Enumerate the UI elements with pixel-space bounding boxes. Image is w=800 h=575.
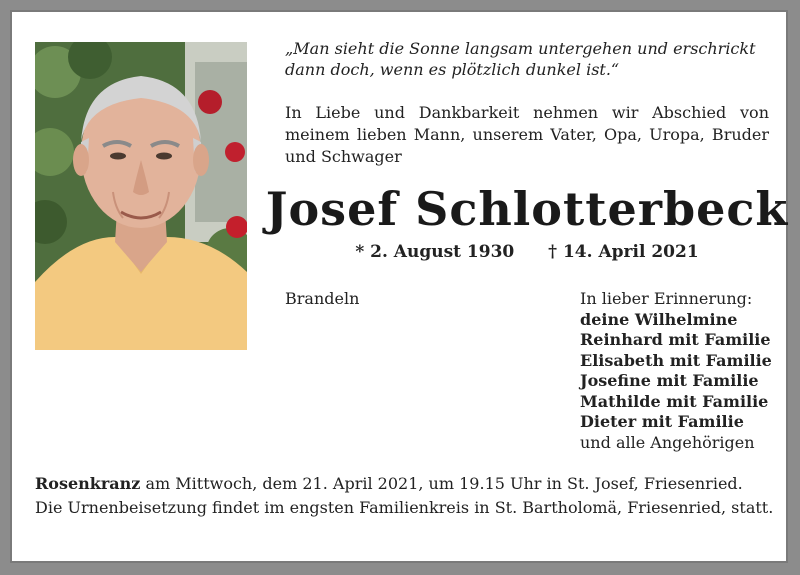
mourner-name: Elisabeth mit Familie: [580, 350, 772, 370]
death-date: † 14. April 2021: [548, 242, 699, 262]
mourner-name: Mathilde mit Familie: [580, 391, 769, 411]
obituary-notice: [10, 10, 788, 563]
rosary-info: [35, 472, 775, 496]
deceased-name: Josef Schlotterbeck: [265, 182, 789, 236]
service-details: [35, 472, 775, 520]
quote-line-1: „Man sieht die Sonne langsam untergehen und erschrickt: [285, 39, 756, 58]
mourners-closing: und alle Angehörigen: [580, 432, 755, 452]
residence-place: Brandeln: [285, 289, 360, 308]
farewell-text: In Liebe und Dankbarkeit nehmen wir Abschied von meinem lieben Mann, unserem Vater, Opa, Uropa, Bruder und Schwager: [285, 103, 769, 166]
life-dates: [262, 242, 792, 262]
mourner-name: Reinhard mit Familie: [580, 330, 771, 349]
birth-date: * 2. August 1930: [355, 242, 515, 262]
mourners-heading: In lieber Erinnerung:: [580, 289, 753, 308]
memorial-quote: [285, 38, 775, 80]
quote-line-2: dann doch, wenn es plötzlich dunkel ist.“: [285, 60, 620, 79]
portrait-photo: [35, 42, 247, 350]
rosary-text: am Mittwoch, dem 21. April 2021, um 19.15 Uhr in St. Josef, Friesenried.: [140, 474, 743, 493]
mourner-name: Dieter mit Familie: [580, 412, 744, 431]
mourner-name: Josefine mit Familie: [580, 371, 759, 390]
mourners-list: [580, 289, 772, 453]
urn-burial-info: Die Urnenbeisetzung findet im engsten Familienkreis in St. Bartholomä, Friesenried, statt.: [35, 498, 774, 517]
mourner-name: deine Wilhelmine: [580, 309, 738, 329]
rosary-label: Rosenkranz: [35, 474, 141, 493]
